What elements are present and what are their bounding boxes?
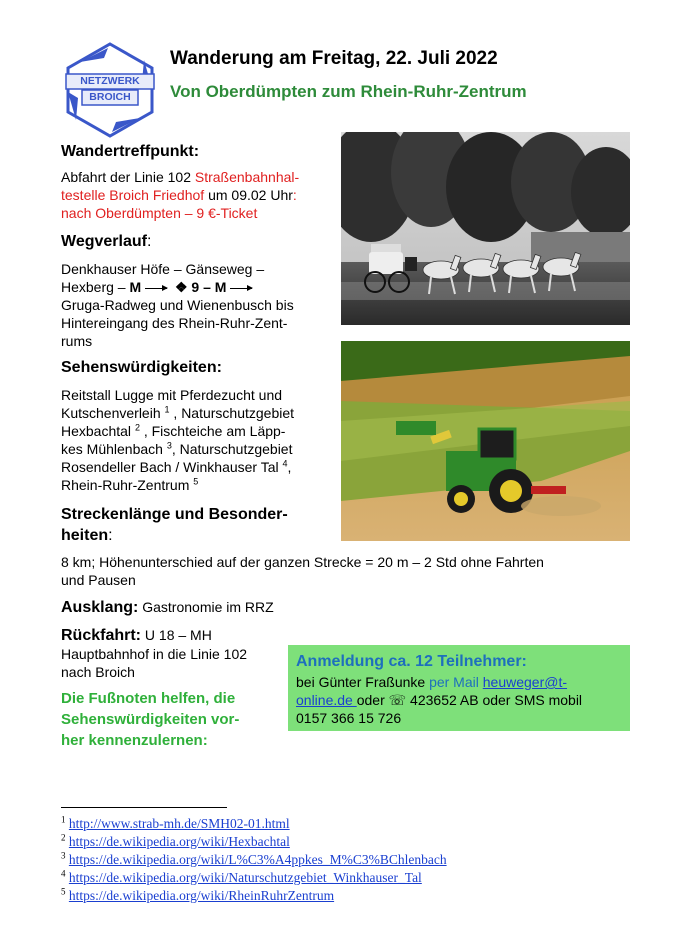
logo-text-2: BROICH	[89, 91, 131, 103]
carriage-photo	[341, 132, 630, 325]
anmeldung-box	[288, 645, 630, 731]
footnote-link-5[interactable]: https://de.wikipedia.org/wiki/RheinRuhrZentrum	[68, 888, 335, 903]
page-subtitle: Von Oberdümpten zum Rhein-Ruhr-Zentrum	[170, 82, 527, 101]
diamond-icon: ❖	[174, 279, 188, 295]
logo-text-1: NETZWERK	[80, 75, 140, 87]
anmeldung-text: bei Günter Fraßunke per Mail heuweger@t- online.de oder ☏ 423652 AB oder SMS mobil 0157 366 15 726	[296, 674, 583, 726]
ausklang: Ausklang: Gastronomie im RRZ	[61, 599, 274, 616]
wegverlauf-text: Denkhauser Höfe – Gänseweg – Hexberg – M ❖ 9 – M Gruga-Radweg und Wienenbusch bis Hintereingang des Rhein-Ruhr-Zent- rums	[61, 261, 294, 349]
phone-icon: ☏	[388, 692, 407, 708]
rueckfahrt: Rückfahrt: U 18 – MH Hauptbahnhof in die Linie 102 nach Broich	[61, 627, 248, 680]
footnote-3: $^3$ https://de.wikipedia.org/wiki/L%C3%A4ppkes_M%C3%BChlenbach	[61, 850, 447, 867]
email-link[interactable]: heuweger@t-	[482, 674, 568, 690]
treffpunkt-text: Abfahrt der Linie 102 Straßenbahnhal- testelle Broich Friedhof um 09.02 Uhr: nach Oberdümpten – 9 €-Ticket	[61, 169, 300, 221]
email-link-cont[interactable]: online.de	[296, 692, 357, 708]
footnote-link-2[interactable]: https://de.wikipedia.org/wiki/Hexbachtal	[68, 834, 290, 849]
logo	[60, 40, 160, 140]
tractor-photo	[341, 341, 630, 541]
footnotes	[61, 815, 661, 905]
footnote-1: $^1$ http://www.strab-mh.de/SMH02-01.html	[61, 814, 290, 831]
anmeldung-heading: Anmeldung ca. 12 Teilnehmer:	[296, 653, 527, 670]
footnote-4: $^4$ https://de.wikipedia.org/wiki/Naturschutzgebiet_Winkhauser_Tal	[61, 868, 422, 885]
sehens-text: Reitstall Lugge mit Pferdezucht und Kutschenverleih $^1$ , Naturschutzgebiet Hexbachtal $^2$ , Fischteiche am Läpp- kes Mühlenbach $^3$, Naturschutzgebiet Rosendeller Bach / Winkhauser Tal $^4$, Rhein-Ruhr-Zentrum $^5$	[61, 387, 295, 493]
page-title: Wanderung am Freitag, 22. Juli 2022	[170, 48, 498, 69]
arrow-right-icon	[230, 288, 252, 289]
footnote-link-3[interactable]: https://de.wikipedia.org/wiki/L%C3%A4ppkes_M%C3%BChlenbach	[68, 852, 447, 867]
footnote-link-1[interactable]: http://www.strab-mh.de/SMH02-01.html	[68, 816, 290, 831]
strecke-heading: Streckenlänge und Besonder- heiten:	[61, 506, 288, 544]
footnote-hint: Die Fußnoten helfen, die Sehenswürdigkeiten vor- her kennenzulernen:	[61, 690, 240, 749]
treffpunkt-heading: Wandertreffpunkt:	[61, 143, 200, 160]
wegverlauf-heading: Wegverlauf:	[61, 233, 152, 250]
footnote-2: $^2$ https://de.wikipedia.org/wiki/Hexbachtal	[61, 832, 290, 849]
strecke-text: 8 km; Höhenunterschied auf der ganzen Strecke = 20 m – 2 Std ohne Fahrten und Pausen	[61, 554, 544, 588]
footnote-5: $^5$ https://de.wikipedia.org/wiki/RheinRuhrZentrum	[61, 886, 335, 903]
network-logo-icon	[60, 40, 160, 140]
arrow-right-icon	[145, 288, 167, 289]
sehens-heading: Sehenswürdigkeiten:	[61, 359, 222, 376]
footnote-link-4[interactable]: https://de.wikipedia.org/wiki/Naturschutzgebiet_Winkhauser_Tal	[68, 870, 422, 885]
footnote-separator	[61, 807, 227, 808]
